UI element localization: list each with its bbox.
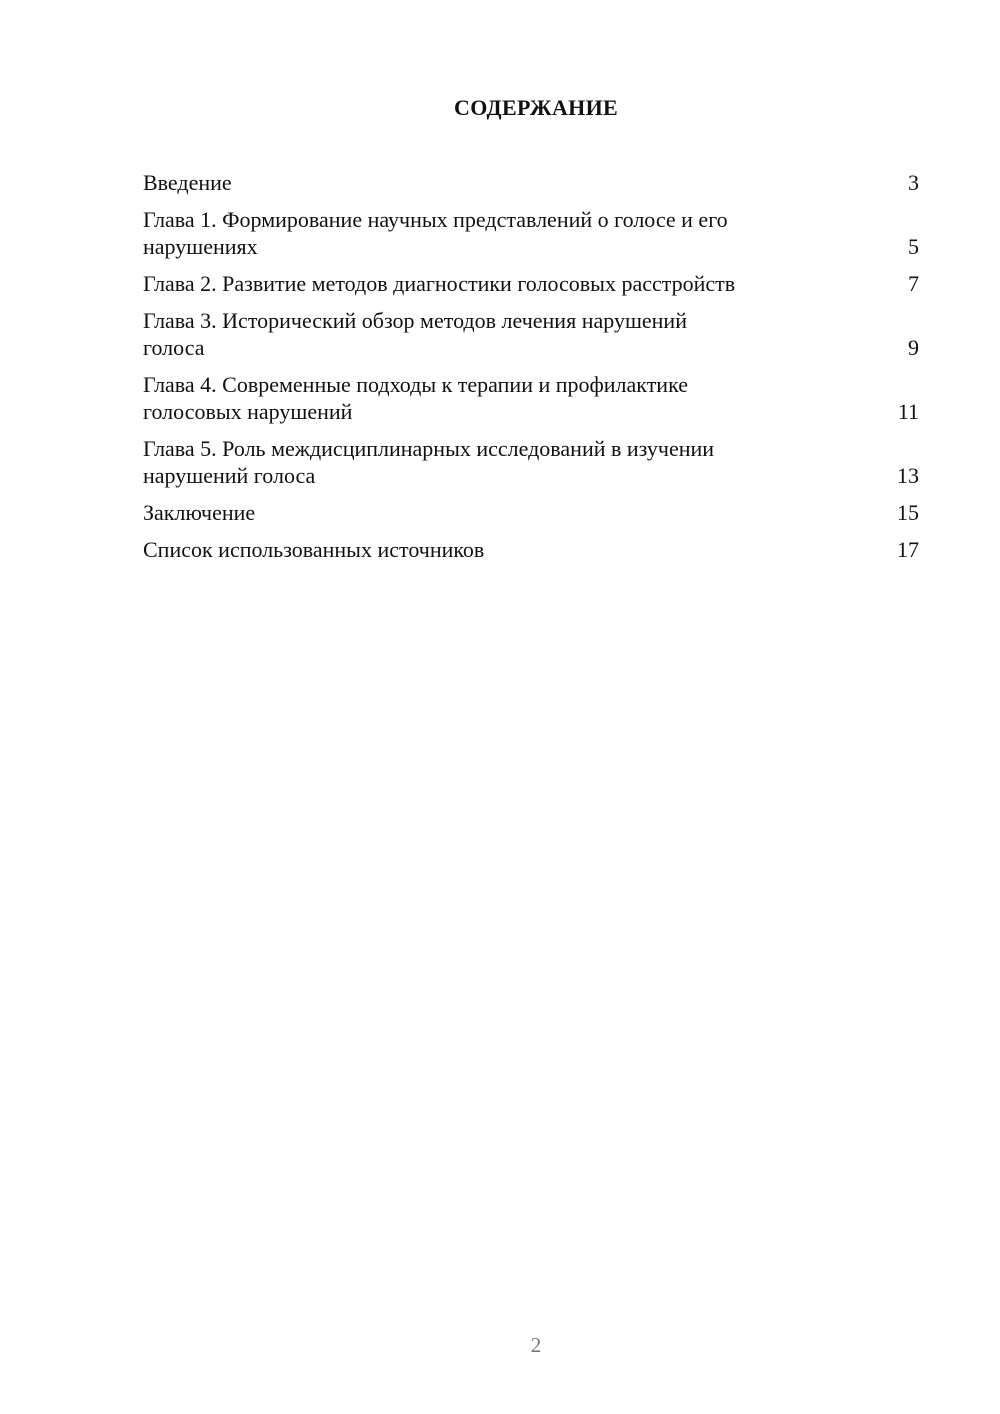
toc-page-number: 3	[908, 170, 919, 195]
toc-entry-line: голосовых нарушений	[143, 399, 353, 424]
toc-entry-text	[143, 435, 714, 489]
toc-entry-introduction	[143, 169, 919, 196]
toc-page-number: 5	[908, 234, 919, 259]
toc-entry-line: Глава 3. Исторический обзор методов лечения нарушений	[143, 308, 687, 333]
toc-page-number: 7	[908, 271, 919, 296]
toc-page-number: 11	[897, 399, 919, 424]
table-of-contents	[143, 169, 919, 573]
toc-page-number: 15	[897, 500, 919, 525]
toc-entry-line: Введение	[143, 170, 232, 195]
toc-entry-line: Заключение	[143, 500, 256, 525]
toc-entry-chapter-4	[143, 371, 919, 425]
toc-entry-line: Глава 5. Роль междисциплинарных исследований в изучении	[143, 436, 715, 461]
toc-entry-line: Глава 4. Современные подходы к терапии и профилактике	[143, 372, 688, 397]
toc-entry-chapter-3	[143, 307, 919, 361]
toc-page-number: 17	[897, 537, 919, 562]
toc-entry-text	[143, 270, 735, 297]
toc-entry-text	[143, 536, 484, 563]
toc-entry-line: нарушений голоса	[143, 463, 316, 488]
toc-entry-chapter-1	[143, 206, 919, 260]
toc-entry-chapter-2	[143, 270, 919, 297]
toc-entry-line: голоса	[143, 335, 205, 360]
page-title: СОДЕРЖАНИЕ	[454, 95, 618, 120]
toc-entry-text	[143, 169, 232, 196]
page-number: 2	[530, 1333, 542, 1357]
toc-entry-text	[143, 206, 728, 260]
toc-entry-chapter-5	[143, 435, 919, 489]
toc-entry-text	[143, 307, 687, 361]
toc-entry-text	[143, 371, 688, 425]
toc-entry-line: Список использованных источников	[143, 537, 485, 562]
toc-entry-line: Глава 1. Формирование научных представлений о голосе и его	[143, 207, 728, 232]
toc-entry-conclusion	[143, 499, 919, 526]
toc-entry-text	[143, 499, 255, 526]
toc-entry-line: Глава 2. Развитие методов диагностики голосовых расстройств	[143, 271, 736, 296]
toc-page-number: 9	[908, 335, 919, 360]
toc-page-number: 13	[897, 463, 919, 488]
toc-entry-line: нарушениях	[143, 234, 258, 259]
toc-entry-references	[143, 536, 919, 563]
